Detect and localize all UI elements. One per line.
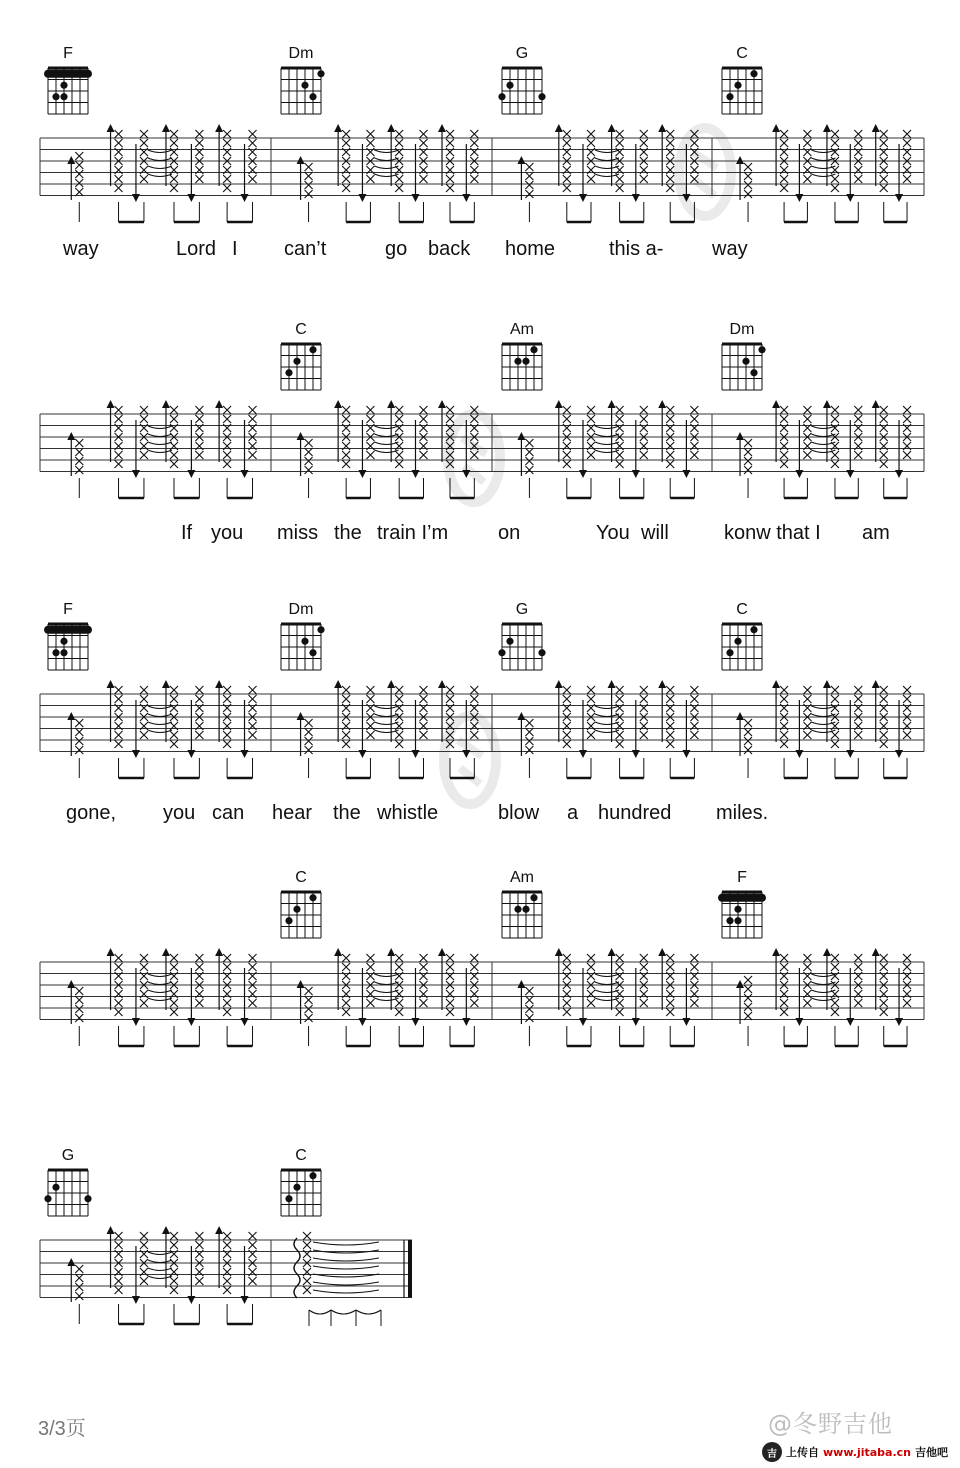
chord-diagram-c [722, 601, 762, 670]
lyric-word: gone, [66, 802, 117, 824]
chord-name: G [515, 45, 529, 62]
tab-system-4 [40, 948, 924, 1046]
finger-dot [301, 638, 308, 645]
lyric-word: you [163, 802, 196, 824]
chord-name: C [295, 1147, 307, 1164]
lyric-word: hear [272, 802, 313, 824]
lyric-word: can [212, 802, 245, 824]
chord-name: Dm [288, 45, 314, 62]
finger-dot [538, 649, 545, 656]
lyric-word: on [498, 522, 521, 544]
lyric-word: hundred [598, 802, 672, 824]
chord-name: G [515, 601, 529, 618]
finger-dot [60, 638, 67, 645]
finger-dot [522, 358, 529, 365]
upload-suffix: 吉他吧 [915, 1446, 949, 1459]
chord-name: Dm [288, 601, 314, 618]
finger-dot [285, 1195, 292, 1202]
finger-dot [734, 638, 741, 645]
lyric-word: go [385, 238, 408, 260]
finger-dot [60, 649, 67, 656]
chord-diagram-f [44, 45, 92, 114]
weibo-watermark: @冬野吉他 [768, 1410, 893, 1438]
finger-dot [285, 917, 292, 924]
finger-dot [758, 346, 765, 353]
chord-name: Am [510, 869, 534, 886]
lyric-word: you [211, 522, 244, 544]
upload-prefix: 上传自 [786, 1446, 819, 1459]
upload-site-link[interactable]: www.jitaba.cn [823, 1445, 912, 1459]
chord-name: F [737, 869, 747, 886]
finger-dot [750, 626, 757, 633]
lyric-word: this a- [609, 238, 664, 260]
finger-dot [293, 906, 300, 913]
chord-name: C [736, 601, 748, 618]
measure [294, 1232, 412, 1326]
finger-dot [285, 369, 292, 376]
lyric-word: can’t [284, 238, 327, 260]
chord-diagram-dm [722, 321, 766, 390]
chord-diagram-c [722, 45, 762, 114]
finger-dot [52, 649, 59, 656]
chord-diagram-g [498, 601, 545, 670]
lyric-word: way [63, 238, 99, 260]
finger-dot [506, 82, 513, 89]
finger-dot [301, 82, 308, 89]
finger-dot [309, 649, 316, 656]
final-barline [408, 1240, 412, 1298]
barre-mark [44, 70, 92, 78]
finger-dot [52, 93, 59, 100]
lyric-word: home [505, 238, 556, 260]
finger-dot [317, 626, 324, 633]
finger-dot [293, 1184, 300, 1191]
finger-dot [44, 1195, 51, 1202]
page-indicator: 3/3页 [38, 1418, 86, 1440]
finger-dot [742, 358, 749, 365]
finger-dot [734, 82, 741, 89]
finger-dot [530, 346, 537, 353]
lyric-word: way [712, 238, 748, 260]
barre-mark [44, 626, 92, 634]
arpeggio-roll [294, 1238, 300, 1298]
finger-dot [750, 70, 757, 77]
finger-dot [522, 906, 529, 913]
lyric-word: If [181, 522, 193, 544]
chord-diagram-c [281, 321, 321, 390]
chord-name: F [63, 45, 73, 62]
lyric-word: train I’m [377, 522, 449, 544]
finger-dot [60, 93, 67, 100]
finger-dot [726, 649, 733, 656]
chord-diagram-f [718, 869, 766, 938]
finger-dot [734, 906, 741, 913]
chord-diagram-am [502, 321, 542, 390]
chord-diagram-c [281, 869, 321, 938]
tab-system-5 [40, 1226, 412, 1326]
finger-dot [309, 894, 316, 901]
finger-dot [52, 1184, 59, 1191]
chord-diagram-am [502, 869, 542, 938]
finger-dot [498, 649, 505, 656]
lyric-word: I [232, 238, 238, 260]
lyric-word: You [596, 522, 630, 544]
upload-credit [762, 1442, 948, 1462]
finger-dot [309, 93, 316, 100]
finger-dot [309, 346, 316, 353]
chord-diagram-f [44, 601, 92, 670]
lyric-word: Lord [176, 238, 217, 260]
lyric-word: the [333, 802, 361, 824]
chord-diagram-dm [281, 45, 325, 114]
finger-dot [514, 358, 521, 365]
barre-mark [718, 894, 766, 902]
lyric-word: konw that I [724, 522, 821, 544]
lyric-word: am [862, 522, 890, 544]
jitaba-logo-icon: 吉 [762, 1442, 782, 1462]
chord-name: G [61, 1147, 75, 1164]
chord-name: Am [510, 321, 534, 338]
finger-dot [309, 1172, 316, 1179]
finger-dot [84, 1195, 91, 1202]
lyric-word: whistle [377, 802, 439, 824]
lyric-word: a [567, 802, 579, 824]
seal-watermark [444, 716, 496, 804]
chord-diagram-dm [281, 601, 325, 670]
finger-dot [506, 638, 513, 645]
finger-dot [293, 358, 300, 365]
finger-dot [317, 70, 324, 77]
finger-dot [750, 369, 757, 376]
finger-dot [726, 917, 733, 924]
tab-system-1 [40, 124, 924, 260]
finger-dot [60, 82, 67, 89]
finger-dot [514, 906, 521, 913]
finger-dot [538, 93, 545, 100]
chord-diagram-c [281, 1147, 321, 1216]
finger-dot [726, 93, 733, 100]
chord-name: C [736, 45, 748, 62]
chord-name: C [295, 321, 307, 338]
chord-name: Dm [729, 321, 755, 338]
finger-dot [734, 917, 741, 924]
chord-diagram-g [498, 45, 545, 114]
chord-diagram-g [44, 1147, 91, 1216]
lyric-word: blow [498, 802, 540, 824]
finger-dot [498, 93, 505, 100]
lyric-word: back [428, 238, 471, 260]
lyric-word: will [641, 522, 669, 544]
lyric-word: miles. [716, 802, 769, 824]
chord-name: C [295, 869, 307, 886]
finger-dot [530, 894, 537, 901]
lyric-word: the [334, 522, 362, 544]
chord-name: F [63, 601, 73, 618]
lyric-word: miss [277, 522, 319, 544]
